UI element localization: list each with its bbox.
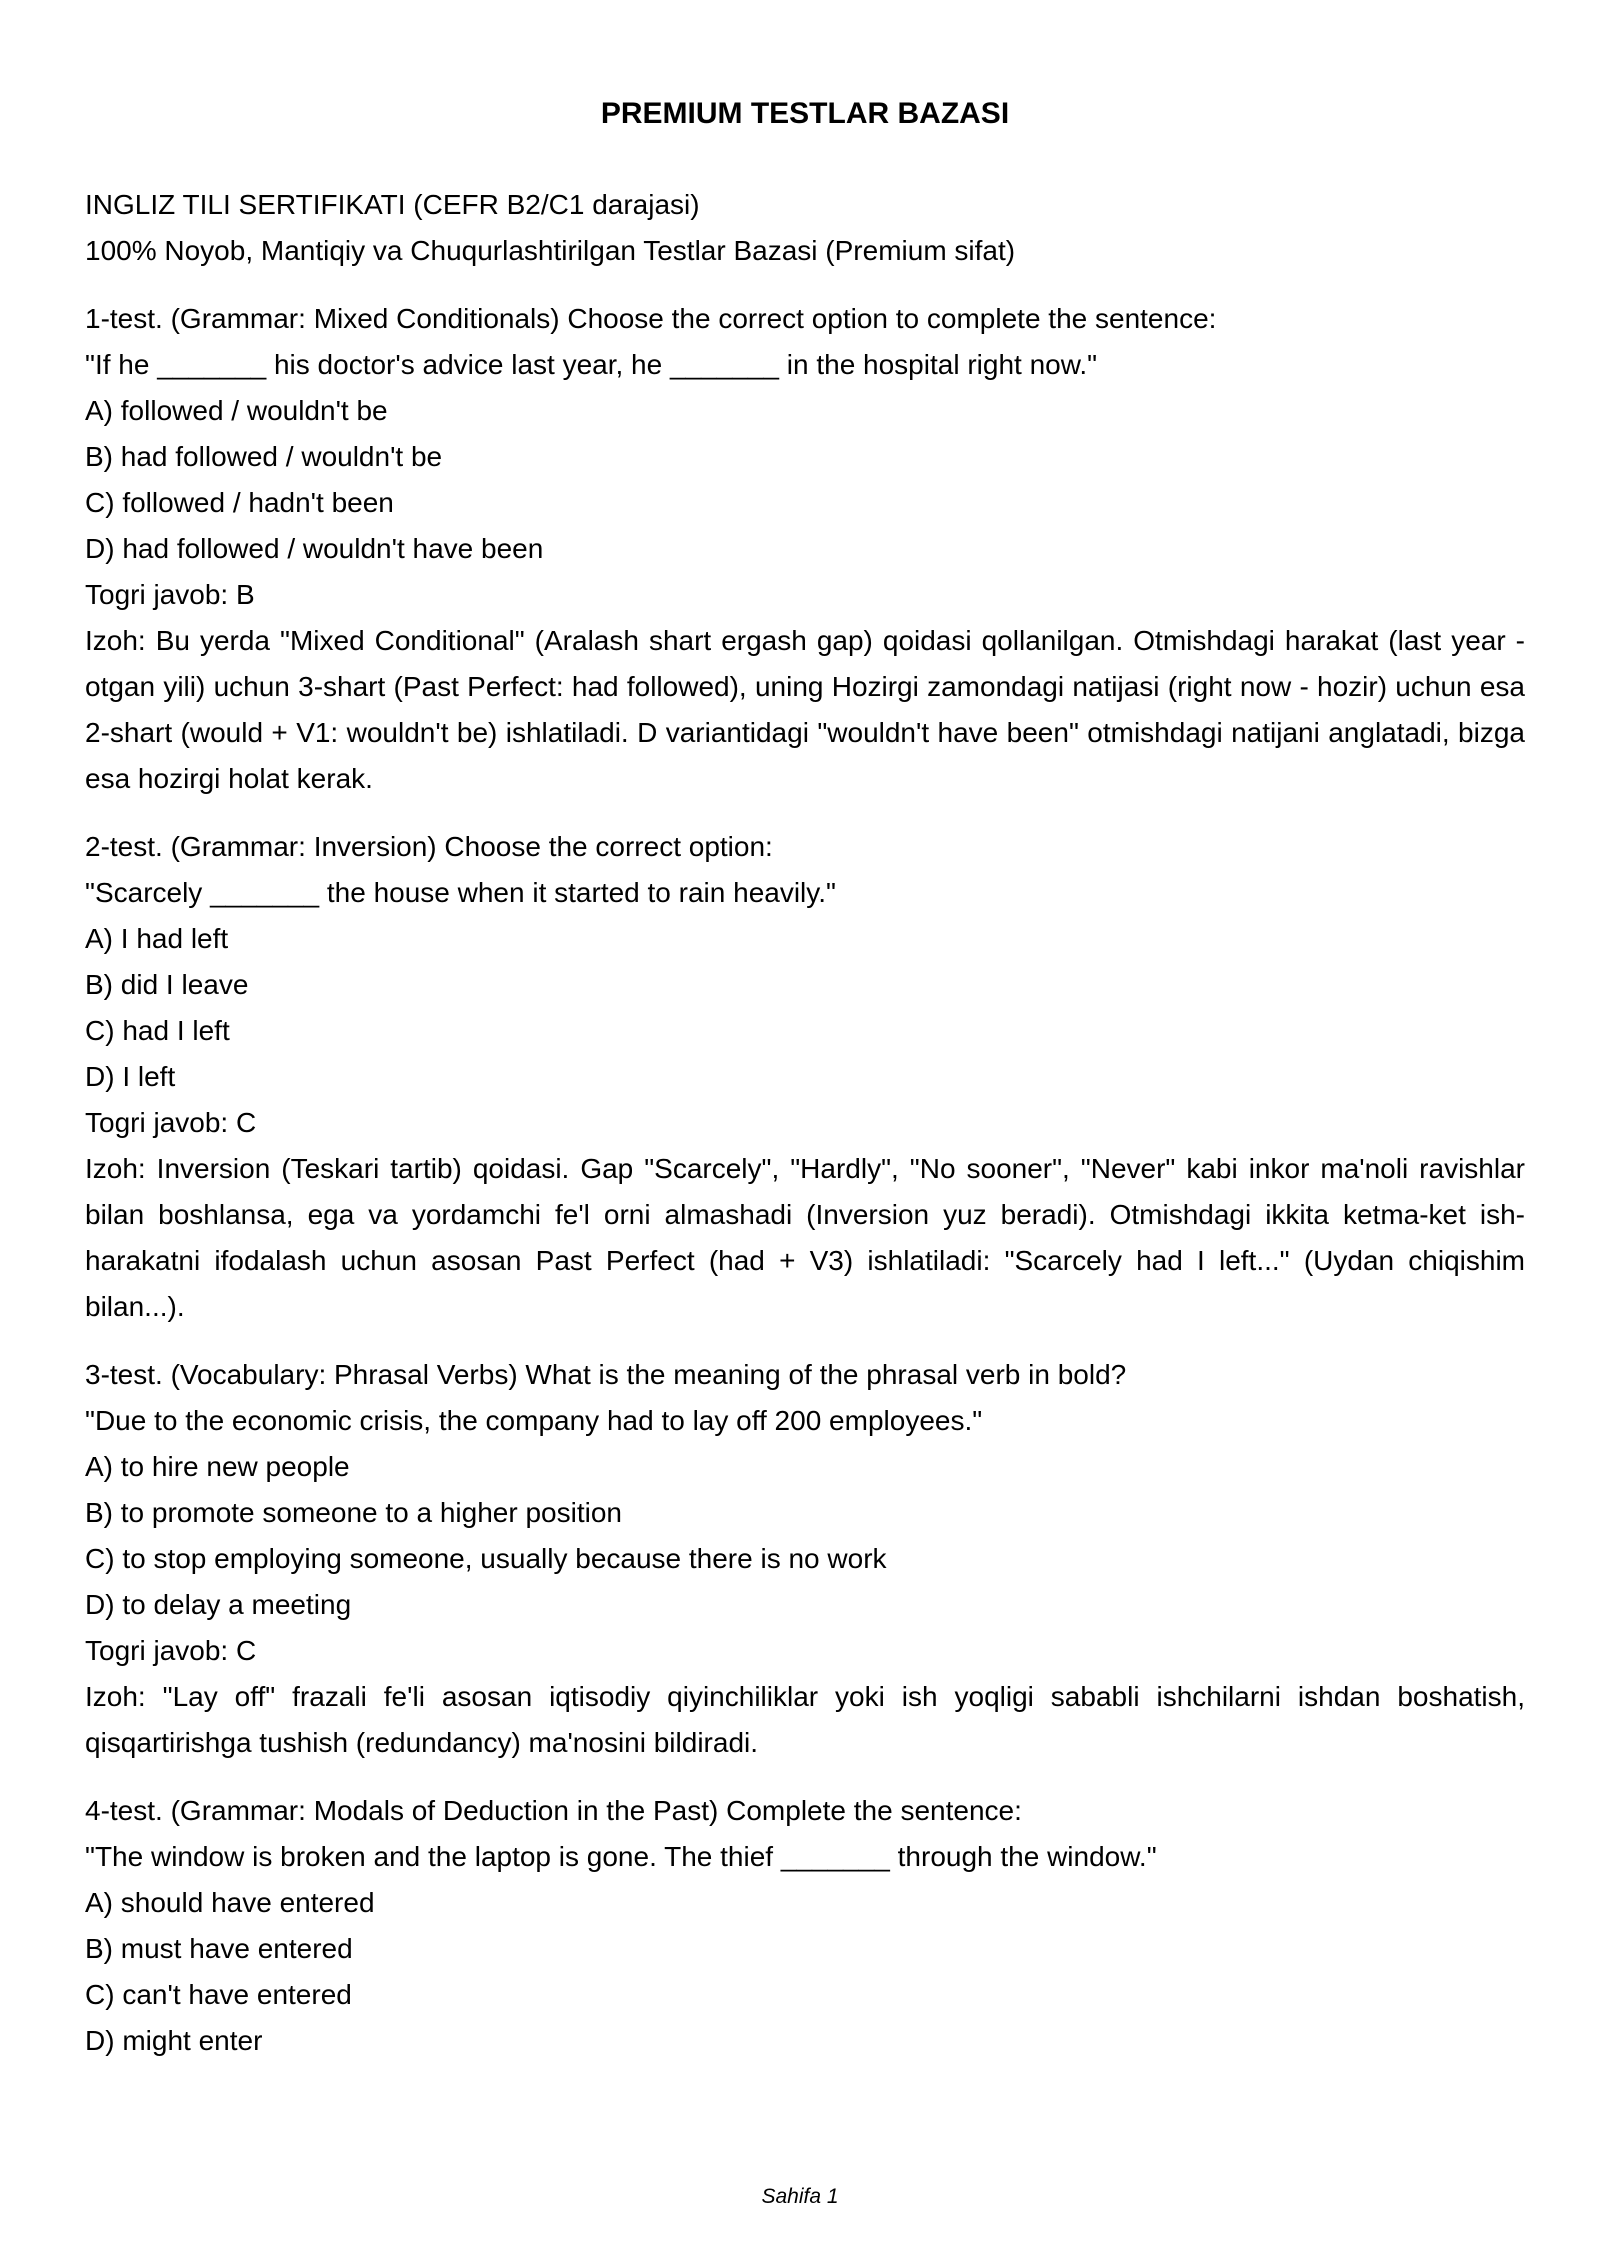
- test-option-b: B) had followed / wouldn't be: [85, 441, 443, 472]
- test-option-b: B) did I leave: [85, 969, 249, 1000]
- test-explanation: Izoh: "Lay off" frazali fe'li asosan iqtisodiy qiyinchiliklar yoki ish yoqligi sababli ishchilarni ishdan boshatish, qisqartirishga tushish (redundancy) ma'nosini bildiradi.: [85, 1681, 1525, 1758]
- test-option-b: B) to promote someone to a higher position: [85, 1497, 622, 1528]
- test-option-a: A) to hire new people: [85, 1451, 350, 1482]
- test-answer: Togri javob: C: [85, 1107, 257, 1138]
- test-item-4: [85, 1788, 1525, 2064]
- test-option-a: A) I had left: [85, 923, 229, 954]
- test-explanation: Izoh: Bu yerda "Mixed Conditional" (Aralash shart ergash gap) qoidasi qollanilgan. Otmishdagi harakat (last year - otgan yili) uchun 3-shart (Past Perfect: had followed), uning Hozirgi zamondagi natijasi (right now - hozir) uchun esa 2-shart (would + V1: wouldn't be) ishlatiladi. D variantidagi "wouldn't have been" otmishdagi natijani anglatadi, bizga esa hozirgi holat kerak.: [85, 625, 1525, 794]
- test-answer: Togri javob: B: [85, 579, 255, 610]
- test-option-c: C) followed / hadn't been: [85, 487, 394, 518]
- test-question: "Scarcely _______ the house when it started to rain heavily.": [85, 877, 836, 908]
- test-heading: 3-test. (Vocabulary: Phrasal Verbs) What is the meaning of the phrasal verb in bold?: [85, 1359, 1127, 1390]
- test-option-d: D) to delay a meeting: [85, 1589, 352, 1620]
- test-option-b: B) must have entered: [85, 1933, 353, 1964]
- page-content: [85, 92, 1525, 2064]
- test-question: "Due to the economic crisis, the company had to lay off 200 employees.": [85, 1405, 983, 1436]
- test-option-d: D) had followed / wouldn't have been: [85, 533, 544, 564]
- test-option-c: C) to stop employing someone, usually because there is no work: [85, 1543, 887, 1574]
- database-subtitle: 100% Noyob, Mantiqiy va Chuqurlashtirilgan Testlar Bazasi (Premium sifat): [85, 235, 1016, 266]
- test-question: "The window is broken and the laptop is gone. The thief _______ through the window.": [85, 1841, 1157, 1872]
- test-heading: 2-test. (Grammar: Inversion) Choose the correct option:: [85, 831, 773, 862]
- test-option-d: D) might enter: [85, 2025, 263, 2056]
- certificate-subtitle: INGLIZ TILI SERTIFIKATI (CEFR B2/C1 darajasi): [85, 189, 700, 220]
- test-option-a: A) should have entered: [85, 1887, 375, 1918]
- test-heading: 1-test. (Grammar: Mixed Conditionals) Choose the correct option to complete the sentence:: [85, 303, 1217, 334]
- page-number: Sahifa 1: [761, 2185, 839, 2208]
- document-intro: [85, 182, 1525, 274]
- test-heading: 4-test. (Grammar: Modals of Deduction in the Past) Complete the sentence:: [85, 1795, 1022, 1826]
- test-item-2: [85, 824, 1525, 1330]
- test-option-a: A) followed / wouldn't be: [85, 395, 388, 426]
- test-item-3: [85, 1352, 1525, 1766]
- test-explanation: Izoh: Inversion (Teskari tartib) qoidasi. Gap "Scarcely", "Hardly", "No sooner", "Never" kabi inkor ma'noli ravishlar bilan boshlansa, ega va yordamchi fe'l orni almashadi (Inversion yuz beradi). Otmishdagi ikkita ketma-ket ish-harakatni ifodalash uchun asosan Past Perfect (had + V3) ishlatiladi: "Scarcely had I left..." (Uydan chiqishim bilan...).: [85, 1153, 1525, 1322]
- test-option-c: C) had I left: [85, 1015, 230, 1046]
- document-title: PREMIUM TESTLAR BAZASI: [600, 97, 1010, 130]
- test-answer: Togri javob: C: [85, 1635, 257, 1666]
- test-option-c: C) can't have entered: [85, 1979, 352, 2010]
- test-item-1: [85, 296, 1525, 802]
- test-question: "If he _______ his doctor's advice last year, he _______ in the hospital right now.": [85, 349, 1098, 380]
- test-option-d: D) I left: [85, 1061, 176, 1092]
